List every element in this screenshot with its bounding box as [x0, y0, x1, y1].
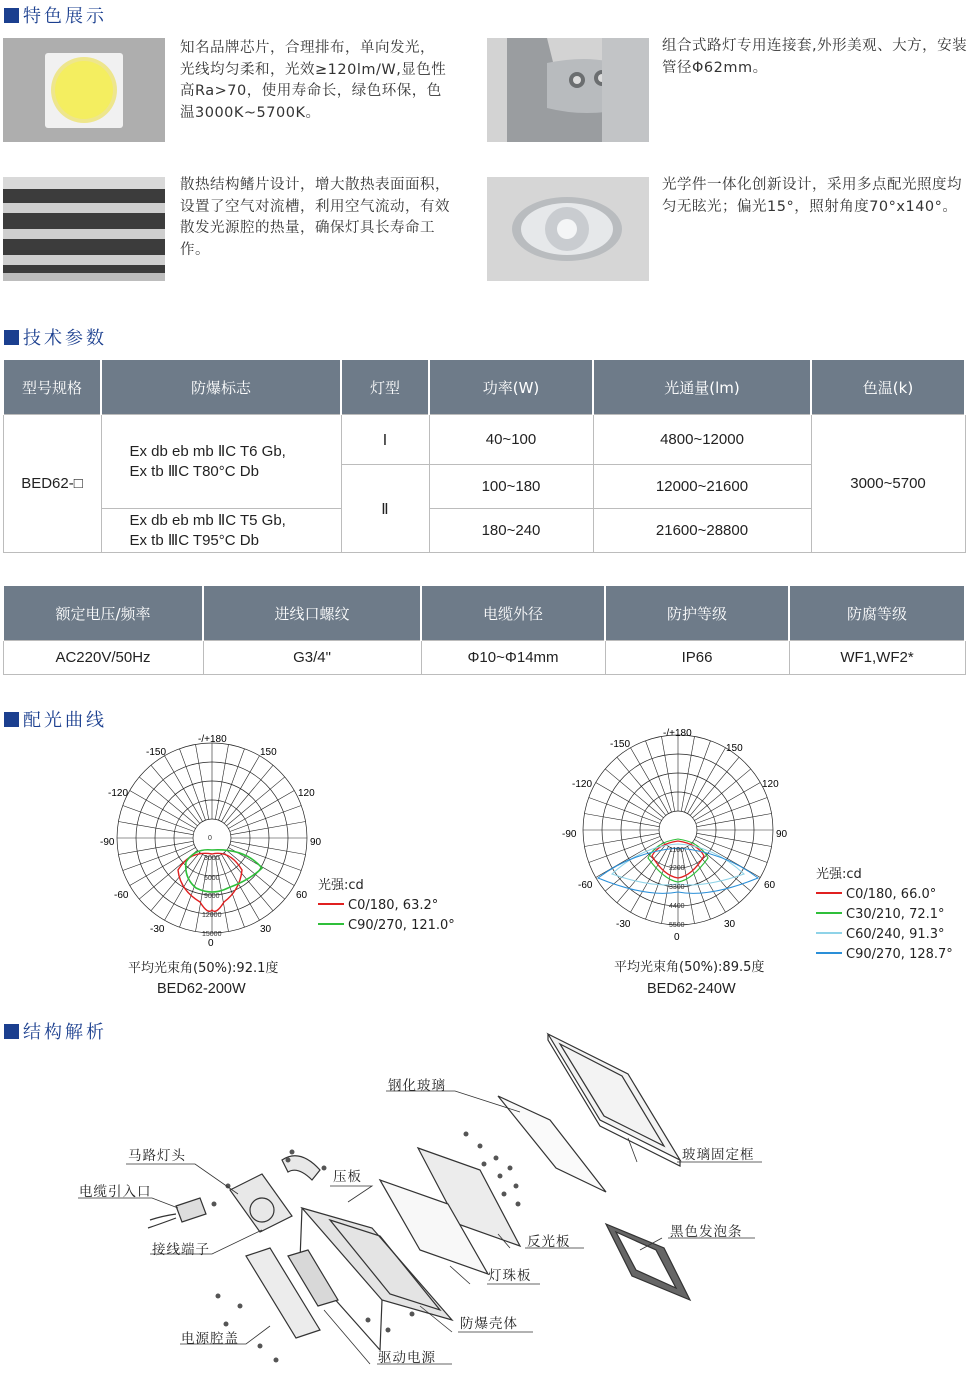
grid-spoke: [231, 841, 306, 854]
section-marker: [4, 712, 19, 727]
grid-spoke: [231, 822, 306, 835]
grid-spoke: [118, 822, 193, 835]
part-label-terminal: 接线端子: [152, 1242, 210, 1258]
col-header-anticorrosion: 防腐等级: [789, 586, 965, 641]
cell-ex-mark-2: Ex db eb mb ⅡC T5 Gb, Ex tb ⅢC T95°C Db: [101, 509, 341, 553]
grid-spoke: [697, 814, 772, 827]
angle-label-top: -/+180: [663, 728, 692, 739]
grid-spoke: [123, 806, 194, 832]
angle-label-p120: 120: [762, 779, 779, 790]
radial-label: 15000: [202, 931, 222, 938]
grid-spoke: [584, 814, 659, 827]
angle-label-p150: 150: [260, 747, 277, 758]
part-label-psu-cover: 电源腔盖: [181, 1331, 239, 1347]
legend-item: C30/210, 72.1°: [816, 905, 953, 925]
grid-spoke: [118, 841, 193, 854]
legend-line-blue: [816, 952, 842, 954]
col-header-ex-mark: 防爆标志: [101, 360, 341, 415]
col-header-cable: 电缆外径: [421, 586, 605, 641]
angle-label-bottom: 0: [208, 938, 214, 949]
legend-line-green: [816, 912, 842, 914]
led-chip-image: [3, 38, 165, 142]
section-marker: [4, 8, 19, 23]
cell-thread: G3/4": [203, 641, 421, 675]
grid-spoke: [662, 736, 675, 811]
legend-line-red: [318, 903, 344, 905]
legend-item: C90/270, 121.0°: [318, 916, 455, 936]
radial-label: 12000: [202, 912, 222, 919]
grid-spoke: [123, 844, 194, 870]
angle-label-p30: 30: [724, 919, 736, 930]
angle-label-n30: -30: [616, 919, 631, 930]
beam-angle-caption: 平均光束角(50%):92.1度: [128, 961, 279, 976]
cell-cable: Φ10~Φ14mm: [421, 641, 605, 675]
spec-table: [2, 360, 966, 553]
col-header-flux: 光通量(lm): [593, 360, 811, 415]
cell-flux: 21600~28800: [593, 509, 811, 553]
section-title-specs: 技术参数: [4, 324, 107, 350]
part-label-driver: 驱动电源: [378, 1350, 436, 1366]
legend-item: C60/240, 91.3°: [816, 925, 953, 945]
cell-cct: 3000~5700: [811, 415, 965, 553]
radial-label: 5500: [669, 922, 685, 929]
cell-anticorrosion: WF1,WF2*: [789, 641, 965, 675]
cell-ex-mark-1: Ex db eb mb ⅡC T6 Gb, Ex tb ⅢC T80°C Db: [101, 415, 341, 509]
cell-model: BED62-□: [3, 415, 101, 553]
angle-label-n60: -60: [114, 890, 129, 901]
model-label: BED62-240W: [647, 981, 736, 997]
legend-item: C0/180, 63.2°: [318, 896, 455, 916]
section-title-structure: 结构解析: [4, 1018, 107, 1044]
radial-label: 0: [208, 835, 212, 842]
electrical-table: [2, 586, 966, 675]
cell-type-1: Ⅰ: [341, 415, 429, 465]
part-label-foam: 黑色发泡条: [670, 1224, 743, 1240]
legend-line-red: [816, 892, 842, 894]
part-label-head: 马路灯头: [128, 1148, 186, 1164]
cell-flux: 4800~12000: [593, 415, 811, 465]
radial-label: 6000: [204, 875, 220, 882]
angle-label-p60: 60: [296, 890, 308, 901]
radial-label: 4400: [669, 903, 685, 910]
angle-label-p90: 90: [776, 829, 788, 840]
col-header-power: 功率(W): [429, 360, 593, 415]
cell-type-2: Ⅱ: [341, 465, 429, 553]
radial-label: 2200: [669, 865, 685, 872]
angle-label-p120: 120: [298, 788, 315, 799]
section-title-features: 特色展示: [4, 2, 107, 28]
angle-label-n30: -30: [150, 924, 165, 935]
grid-spoke: [218, 749, 244, 820]
cell-power: 40~100: [429, 415, 593, 465]
grid-spoke: [696, 798, 767, 824]
feature-text-fins: 散热结构鳍片设计，增大散热表面面积，设置了空气对流槽，利用空气流动，有效散发光源腔的热量，确保灯具长寿命工作。: [180, 177, 450, 258]
section-title-curves: 配光曲线: [4, 706, 107, 732]
angle-label-p90: 90: [310, 837, 322, 848]
angle-label-n60: -60: [578, 880, 593, 891]
grid-spoke: [681, 736, 694, 811]
legend-200w: 光强:cd C0/180, 63.2° C90/270, 121.0°: [318, 876, 455, 936]
grid-spoke: [230, 806, 301, 832]
col-header-thread: 进线口螺纹: [203, 586, 421, 641]
polar-chart-200w: [100, 730, 340, 950]
legend-item: C90/270, 128.7°: [816, 945, 953, 965]
polar-grid: [583, 735, 773, 925]
angle-label-bottom: 0: [674, 932, 680, 943]
grid-ring: [659, 811, 697, 849]
angle-label-n150: -150: [610, 739, 631, 750]
grid-spoke: [584, 833, 659, 846]
cable-entry-drawing: [148, 1198, 206, 1228]
road-head-drawing: [230, 1156, 320, 1232]
cell-power: 100~180: [429, 465, 593, 509]
col-header-ip: 防护等级: [605, 586, 789, 641]
angle-label-n90: -90: [562, 829, 577, 840]
angle-label-p150: 150: [726, 743, 743, 754]
angle-label-n150: -150: [146, 747, 167, 758]
feature-text-chip: 知名品牌芯片，合理排布，单向发光，光线均匀柔和，光效≥120lm/W,显色性高Ra>70，使用寿命长，绿色环保，色温3000K~5700K。: [180, 40, 447, 121]
grid-spoke: [180, 749, 206, 820]
radial-label: 3000: [204, 855, 220, 862]
grid-spoke: [684, 741, 710, 812]
angle-label-p60: 60: [764, 880, 776, 891]
part-label-housing: 防爆壳体: [460, 1316, 518, 1332]
part-label-reflector: 反光板: [527, 1234, 571, 1250]
radial-label: 3300: [669, 884, 685, 891]
part-label-led-board: 灯珠板: [488, 1268, 532, 1284]
angle-label-top: -/+180: [198, 734, 227, 745]
part-label-cable-entry: 电缆引入口: [79, 1184, 152, 1200]
grid-spoke: [589, 798, 660, 824]
angle-label-n90: -90: [100, 837, 115, 848]
polar-grid: [117, 743, 307, 933]
section-marker: [4, 330, 19, 345]
feature-text-connector: 组合式路灯专用连接套,外形美观、大方，安装管径Φ62mm。: [662, 38, 968, 76]
part-label-glass: 钢化玻璃: [388, 1078, 446, 1094]
grid-spoke: [697, 833, 772, 846]
cell-power: 180~240: [429, 509, 593, 553]
angle-label-n120: -120: [572, 779, 593, 790]
heat-fins-image: [3, 177, 165, 281]
legend-240w: 光强:cd C0/180, 66.0° C30/210, 72.1° C60/240, 91.3° C90/270, 128.7°: [816, 865, 953, 965]
radial-label: 9000: [204, 893, 220, 900]
col-header-voltage: 额定电压/频率: [3, 586, 203, 641]
optic-lens-image: [487, 177, 649, 281]
angle-label-n120: -120: [108, 788, 129, 799]
cell-flux: 12000~21600: [593, 465, 811, 509]
beam-angle-caption: 平均光束角(50%):89.5度: [614, 960, 765, 975]
radial-label: 1100: [669, 847, 685, 854]
cell-voltage: AC220V/50Hz: [3, 641, 203, 675]
grid-spoke: [196, 744, 209, 819]
legend-line-green: [318, 923, 344, 925]
feature-text-optics: 光学件一体化创新设计，采用多点配光照度均匀无眩光；偏光15°，照射角度70°x140°。: [662, 177, 962, 215]
model-label: BED62-200W: [157, 981, 246, 997]
col-header-model: 型号规格: [3, 360, 101, 415]
angle-label-p30: 30: [260, 924, 272, 935]
col-header-cct: 色温(k): [811, 360, 965, 415]
grid-spoke: [215, 744, 228, 819]
connector-image: [487, 38, 649, 142]
part-label-frame: 玻璃固定框: [682, 1147, 755, 1163]
col-header-type: 灯型: [341, 360, 429, 415]
legend-line-lightblue: [816, 932, 842, 934]
grid-spoke: [646, 741, 672, 812]
legend-item: C0/180, 66.0°: [816, 885, 953, 905]
cell-ip: IP66: [605, 641, 789, 675]
part-label-clamp: 压板: [333, 1169, 362, 1185]
polar-chart-240w: [562, 726, 802, 946]
